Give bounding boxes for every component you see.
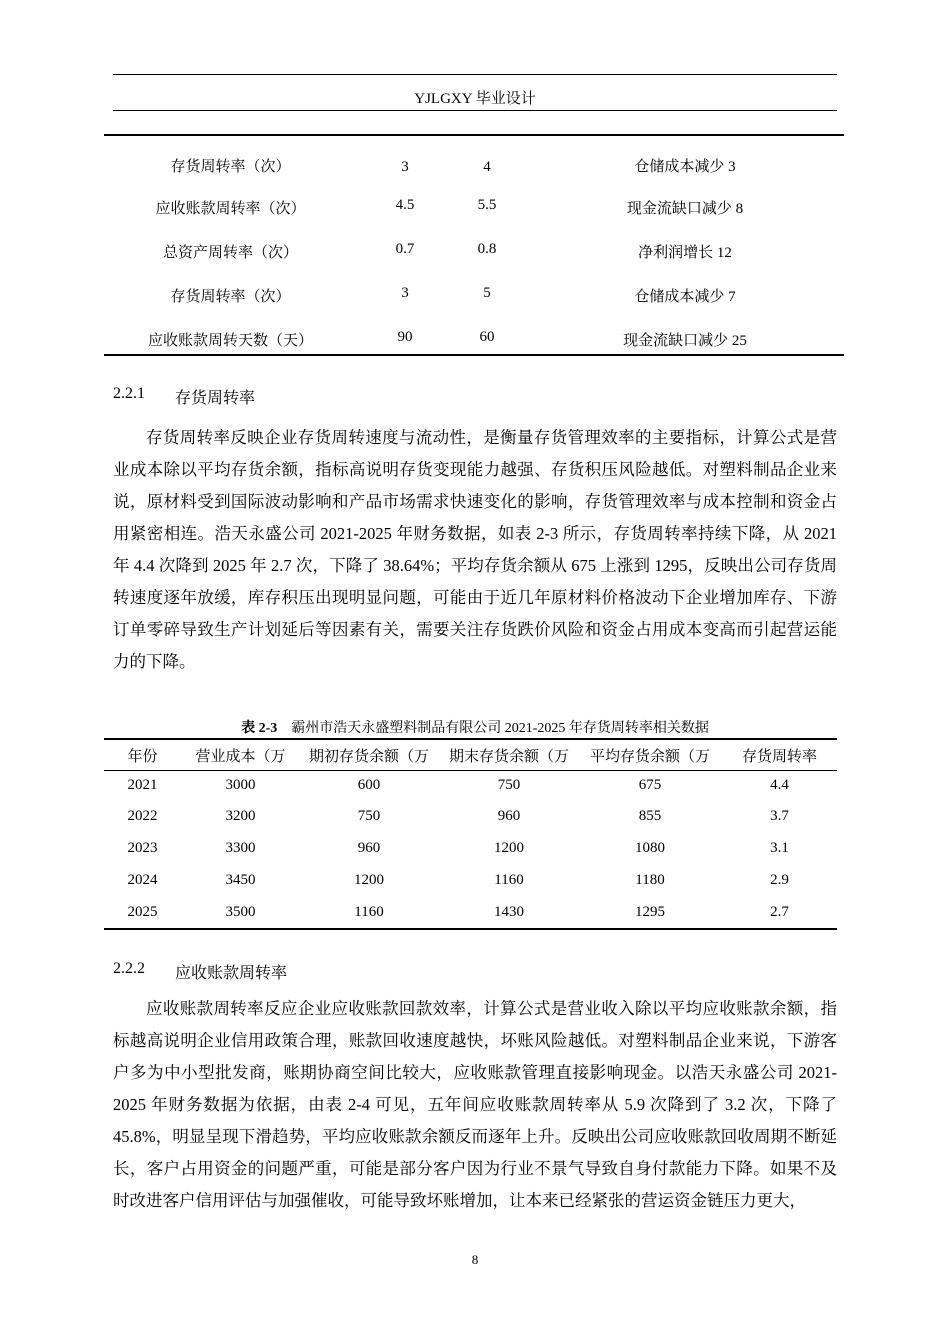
table-cell: 1295 — [635, 904, 665, 920]
top-table-cell: 仓储成本减少 3 — [634, 159, 736, 175]
table-cell: 1200 — [354, 872, 384, 888]
table-caption-label: 表 2-3 — [241, 721, 278, 736]
section-title: 存货周转率 — [175, 390, 256, 407]
top-table-cell: 3 — [401, 285, 409, 301]
top-table-top-rule — [104, 134, 844, 136]
section-title: 应收账款周转率 — [175, 965, 288, 982]
table-cell: 3.1 — [770, 840, 789, 856]
paragraph-text: 应收账款周转率反应企业应收账款回款效率，计算公式是营业收入除以平均应收账款余额，指标越高说明企业信用政策合理，账款回收速度越快，坏账风险越低。对塑料制品企业来说，下游客户多为中小型批发商，账期协商空间比较大，应收账款管理直接影响现金。以浩天永盛公司 2021-2025 年财务数据为依据，由表 2-4 可见，五年间应收账款周转率从 5.9 次降到了 3.2 次，下降了 45.8%，明显呈现下滑趋势，平均应收账款余额反而逐年上升。反映出公司应收账款回收周期不断延长，客户占用资金的问题严重，可能是部分客户因为行业不景气导致自身付款能力下降。如果不及时改进客户信用评估与加强催收，可能导致坏账增加，让本来已经紧张的营运资金链压力更大， — [113, 999, 837, 1210]
table-cell: 855 — [638, 808, 662, 824]
section-number: 2.2.1 — [113, 385, 145, 402]
table-cell: 1160 — [354, 904, 384, 920]
table-cell: 2023 — [127, 840, 158, 856]
table-cell: 675 — [638, 777, 662, 793]
table-header-cell: 平均存货余额（万 — [589, 749, 710, 765]
table-cell: 2.7 — [770, 904, 789, 920]
table-cell: 2.9 — [770, 872, 789, 888]
table-cell: 1180 — [635, 872, 665, 888]
section-paragraph — [113, 422, 837, 678]
table-top-rule — [104, 738, 837, 740]
section-paragraph — [113, 993, 837, 1217]
top-table-cell: 总资产周转率（次） — [162, 245, 298, 261]
top-table-bottom-rule — [104, 354, 844, 356]
table-cell: 1430 — [494, 904, 524, 920]
top-table-cell: 0.8 — [477, 241, 497, 257]
paragraph-text: 存货周转率反映企业存货周转速度与流动性，是衡量存货管理效率的主要指标，计算公式是营业成本除以平均存货余额，指标高说明存货变现能力越强、存货积压风险越低。对塑料制品企业来说，原材料受到国际波动影响和产品市场需求快速变化的影响，存货管理效率与成本控制和资金占用紧密相连。浩天永盛公司 2021-2025 年财务数据，如表 2-3 所示，存货周转率持续下降，从 2021 年 4.4 次降到 2025 年 2.7 次，下降了 38.64%；平均存货余额从 675 上涨到 1295，反映出公司存货周转速度逐年放缓，库存积压出现明显问题，可能由于近几年原材料价格波动下企业增加库存、下游订单零碎导致生产计划延后等因素有关，需要关注存货跌价风险和资金占用成本变高而引起营运能力的下降。 — [113, 428, 837, 671]
table-cell: 2022 — [127, 808, 158, 824]
top-table-cell: 存货周转率（次） — [170, 159, 291, 175]
top-table-cell: 4.5 — [395, 197, 415, 213]
header-bottom-rule — [113, 110, 837, 111]
table-caption — [113, 717, 837, 737]
top-table-cell: 现金流缺口减少 25 — [623, 333, 747, 349]
table-cell: 3450 — [225, 872, 256, 888]
table-cell: 750 — [497, 777, 521, 793]
table-cell: 960 — [497, 808, 521, 824]
top-table-cell: 应收账款周转率（次） — [155, 201, 306, 217]
table-cell: 4.4 — [770, 777, 789, 793]
section-number: 2.2.2 — [113, 960, 145, 977]
table-cell: 3.7 — [770, 808, 789, 824]
page-header-title: YJLGXY 毕业设计 — [414, 91, 536, 107]
table-cell: 2025 — [127, 904, 158, 920]
top-table-cell: 90 — [397, 329, 413, 345]
top-table-cell: 应收账款周转天数（天） — [147, 333, 313, 349]
table-bottom-rule — [104, 928, 837, 930]
top-table-cell: 净利润增长 12 — [638, 245, 732, 261]
table-cell: 2024 — [127, 872, 158, 888]
top-table-cell: 60 — [479, 329, 495, 345]
top-table-cell: 现金流缺口减少 8 — [626, 201, 744, 217]
table-header-cell: 期末存货余额（万 — [448, 749, 569, 765]
table-header-cell: 存货周转率 — [741, 749, 817, 765]
table-cell: 750 — [357, 808, 381, 824]
table-cell: 3300 — [225, 840, 256, 856]
section-heading — [113, 385, 513, 407]
top-table-cell: 3 — [401, 159, 409, 175]
section-heading — [113, 960, 513, 982]
table-header-cell: 营业成本（万 — [195, 749, 286, 765]
table-header-rule — [104, 770, 837, 771]
table-cell: 960 — [357, 840, 381, 856]
top-table-cell: 存货周转率（次） — [170, 289, 291, 305]
table-cell: 1080 — [635, 840, 665, 856]
top-table-cell: 仓储成本减少 7 — [634, 289, 736, 305]
table-cell: 2021 — [127, 777, 158, 793]
page-number: 8 — [471, 1252, 479, 1267]
table-cell: 1200 — [494, 840, 524, 856]
table-cell: 1160 — [494, 872, 524, 888]
top-table-cell: 5 — [483, 285, 491, 301]
top-table-cell: 5.5 — [477, 197, 497, 213]
header-top-rule — [113, 74, 837, 75]
table-cell: 3500 — [225, 904, 256, 920]
table-cell: 3000 — [225, 777, 256, 793]
table-caption-text: 霸州市浩天永盛塑料制品有限公司 2021-2025 年存货周转率相关数据 — [291, 721, 709, 736]
table-cell: 3200 — [225, 808, 256, 824]
table-header-cell: 年份 — [127, 749, 158, 765]
top-table-cell: 0.7 — [395, 241, 415, 257]
table-cell: 600 — [357, 777, 381, 793]
top-table-cell: 4 — [483, 159, 491, 175]
table-header-cell: 期初存货余额（万 — [308, 749, 429, 765]
